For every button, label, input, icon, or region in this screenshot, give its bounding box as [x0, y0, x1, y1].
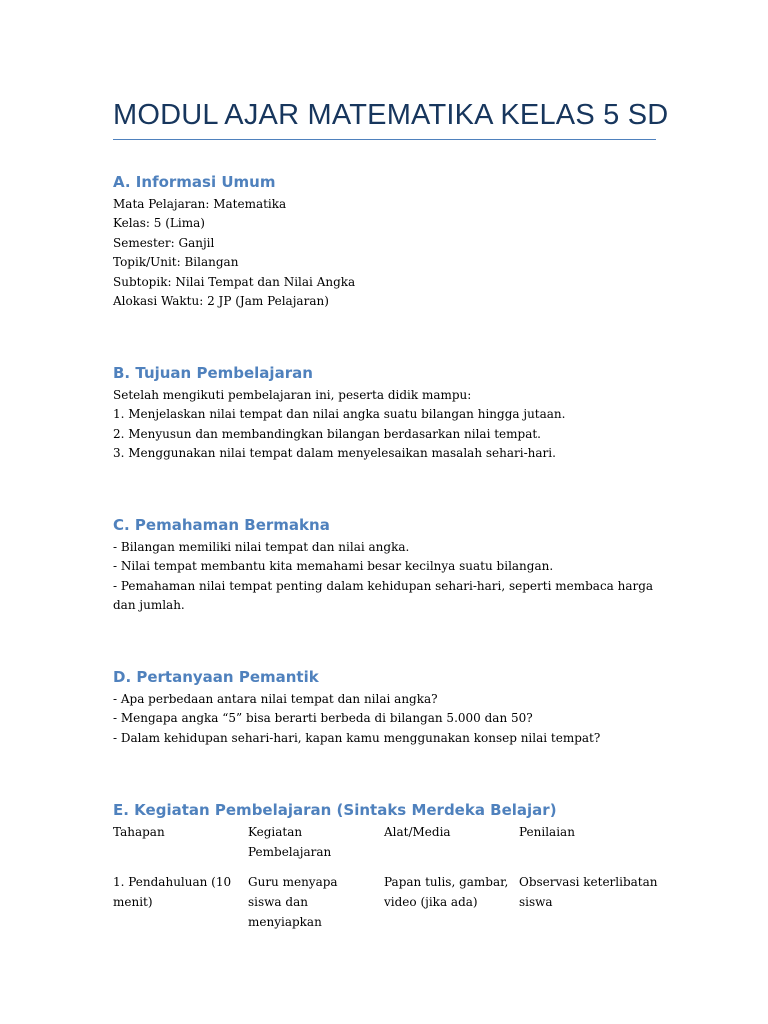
info-line: Subtopik: Nilai Tempat dan Nilai Angka [113, 274, 356, 289]
question-line: - Apa perbedaan antara nilai tempat dan nilai angka? [113, 692, 438, 706]
section-body-tujuan-pembelajaran [113, 386, 658, 464]
understanding-line: - Nilai tempat membantu kita memahami besar kecilnya suatu bilangan. [113, 559, 554, 574]
section-heading-pemahaman-bermakna: C. Pemahaman Bermakna [113, 516, 330, 534]
title-underline [113, 139, 656, 140]
question-line: - Mengapa angka “5” bisa berarti berbeda di bilangan 5.000 dan 50? [113, 711, 533, 726]
objective-line: 1. Menjelaskan nilai tempat dan nilai angka suatu bilangan hingga jutaan. [113, 407, 566, 422]
table-header-cell: Kegiatan Pembelajaran [248, 825, 332, 859]
info-line: Mata Pelajaran: Matematika [113, 197, 287, 211]
table-cell: Observasi keterlibatan siswa [519, 875, 658, 909]
info-line: Alokasi Waktu: 2 JP (Jam Pelajaran) [113, 293, 329, 308]
question-line: - Dalam kehidupan sehari-hari, kapan kamu menggunakan konsep nilai tempat? [113, 730, 601, 745]
understanding-line: - Pemahaman nilai tempat penting dalam kehidupan sehari-hari, seperti membaca harga [113, 578, 654, 593]
objective-line: Setelah mengikuti pembelajaran ini, peserta didik mampu: [113, 388, 472, 402]
table-header-cell: Alat/Media [384, 825, 451, 839]
table-cell: Papan tulis, gambar, video (jika ada) [384, 875, 509, 909]
section-heading-kegiatan-pembelajaran: E. Kegiatan Pembelajaran (Sintaks Merdeka Belajar) [113, 801, 557, 819]
section-body-pemahaman-bermakna [113, 538, 658, 616]
understanding-line: - Bilangan memiliki nilai tempat dan nilai angka. [113, 540, 410, 554]
section-body-pertanyaan-pemantik [113, 690, 658, 748]
section-heading-pertanyaan-pemantik: D. Pertanyaan Pemantik [113, 668, 319, 686]
document-title: MODUL AJAR MATEMATIKA KELAS 5 SD [113, 99, 669, 131]
section-heading-tujuan-pembelajaran: B. Tujuan Pembelajaran [113, 364, 313, 382]
table-header-cell: Tahapan [113, 825, 165, 839]
info-line: Kelas: 5 (Lima) [113, 216, 205, 231]
objective-line: 3. Menggunakan nilai tempat dalam menyelesaikan masalah sehari-hari. [113, 446, 556, 461]
table-cell: Guru menyapa siswa dan menyiapkan [248, 875, 338, 929]
info-line: Semester: Ganjil [113, 235, 215, 250]
info-line: Topik/Unit: Bilangan [113, 255, 239, 270]
table-header-cell: Penilaian [519, 825, 575, 839]
section-body-informasi-umum [113, 195, 658, 311]
activity-table [113, 823, 658, 943]
section-heading-informasi-umum: A. Informasi Umum [113, 173, 276, 191]
objective-line: 2. Menyusun dan membandingkan bilangan berdasarkan nilai tempat. [113, 426, 541, 441]
table-cell: 1. Pendahuluan (10 menit) [113, 875, 232, 909]
understanding-line: dan jumlah. [113, 598, 185, 613]
